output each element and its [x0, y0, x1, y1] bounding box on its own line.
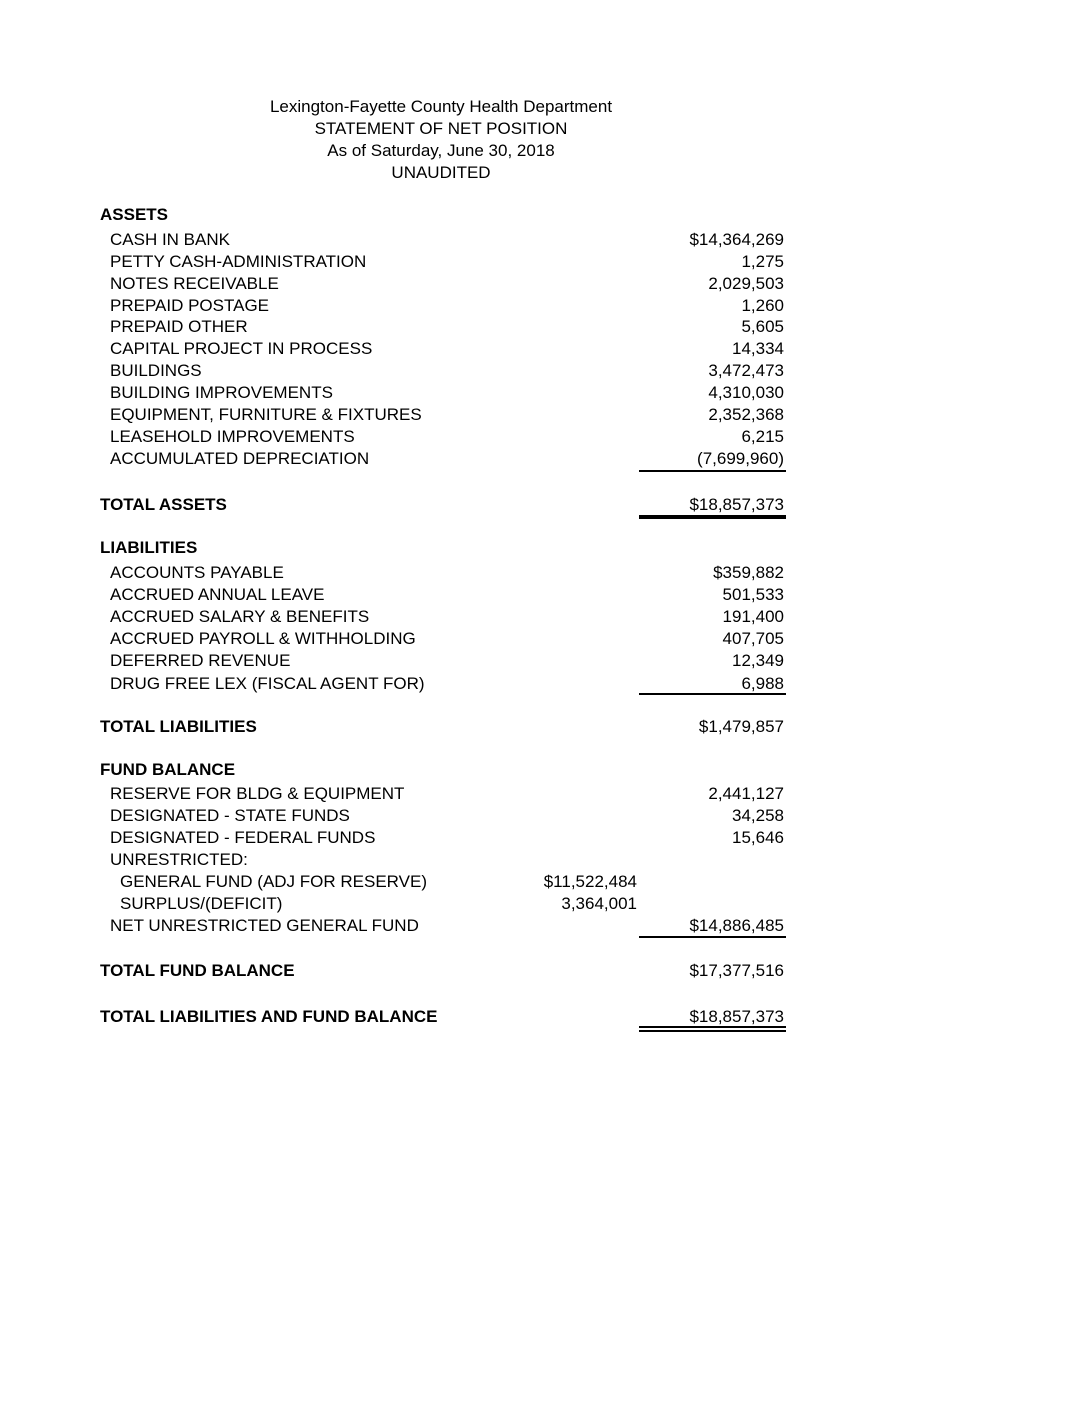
liability-value: $359,882 — [713, 563, 784, 582]
organization-name: Lexington-Fayette County Health Department — [269, 97, 613, 116]
liabilities-heading-row — [0, 537, 1088, 559]
grand-total-row — [0, 1006, 1088, 1028]
liability-label: ACCOUNTS PAYABLE — [110, 563, 284, 582]
subtotal-underline — [639, 470, 786, 472]
double-underline-top — [639, 1026, 786, 1028]
unrestricted-label: UNRESTRICTED: — [110, 850, 248, 869]
liability-label: DEFERRED REVENUE — [110, 651, 291, 670]
total-liabilities-value: $1,479,857 — [698, 717, 784, 736]
asset-row — [0, 251, 1088, 273]
asset-label: PREPAID POSTAGE — [110, 296, 270, 315]
net-unrestricted-row — [0, 915, 1088, 937]
asset-row — [0, 382, 1088, 404]
fund-row — [0, 827, 1088, 849]
asset-row — [0, 360, 1088, 382]
fund-row — [0, 805, 1088, 827]
subtotal-underline — [639, 936, 786, 938]
asset-row — [0, 229, 1088, 251]
asset-value: 5,605 — [741, 317, 784, 336]
asset-label: CAPITAL PROJECT IN PROCESS — [110, 339, 373, 358]
asset-value: 3,472,473 — [708, 361, 784, 380]
total-assets-underline — [639, 515, 786, 519]
asset-row — [0, 295, 1088, 317]
asset-row — [0, 426, 1088, 448]
asset-value: (7,699,960) — [697, 449, 784, 468]
fund-balance-heading-row — [0, 759, 1088, 781]
asset-value: $14,364,269 — [689, 230, 784, 249]
net-unrestricted-value: $14,886,485 — [689, 916, 784, 935]
fund-balance-heading: FUND BALANCE — [100, 760, 236, 779]
statement-date: As of Saturday, June 30, 2018 — [327, 141, 555, 160]
total-fund-balance-value: $17,377,516 — [689, 961, 784, 980]
asset-row — [0, 316, 1088, 338]
fund-value: 34,258 — [732, 806, 784, 825]
grand-total-label: TOTAL LIABILITIES AND FUND BALANCE — [100, 1007, 438, 1026]
liability-row — [0, 628, 1088, 650]
asset-label: PETTY CASH-ADMINISTRATION — [110, 252, 367, 271]
liability-row — [0, 673, 1088, 695]
liabilities-heading: LIABILITIES — [100, 538, 198, 557]
asset-label: BUILDING IMPROVEMENTS — [110, 383, 333, 402]
asset-value: 4,310,030 — [708, 383, 784, 402]
total-assets-row — [0, 494, 1088, 516]
general-fund-label: GENERAL FUND (ADJ FOR RESERVE) — [120, 872, 427, 891]
general-fund-row — [0, 871, 1088, 893]
asset-label: PREPAID OTHER — [110, 317, 248, 336]
asset-value: 1,260 — [741, 296, 784, 315]
total-liabilities-label: TOTAL LIABILITIES — [100, 717, 257, 736]
liability-label: DRUG FREE LEX (FISCAL AGENT FOR) — [110, 674, 425, 693]
liability-value: 12,349 — [732, 651, 784, 670]
fund-label: RESERVE FOR BLDG & EQUIPMENT — [110, 784, 405, 803]
asset-value: 2,352,368 — [708, 405, 784, 424]
asset-value: 2,029,503 — [708, 274, 784, 293]
asset-label: LEASEHOLD IMPROVEMENTS — [110, 427, 355, 446]
liability-row — [0, 562, 1088, 584]
assets-heading: ASSETS — [100, 205, 169, 224]
total-liabilities-row — [0, 716, 1088, 738]
asset-label: ACCUMULATED DEPRECIATION — [110, 449, 370, 468]
asset-row — [0, 404, 1088, 426]
liability-value: 6,988 — [741, 674, 784, 693]
liability-value: 407,705 — [722, 629, 784, 648]
liability-value: 191,400 — [722, 607, 784, 626]
asset-row — [0, 273, 1088, 295]
liability-label: ACCRUED SALARY & BENEFITS — [110, 607, 370, 626]
surplus-value: 3,364,001 — [561, 894, 637, 913]
surplus-label: SURPLUS/(DEFICIT) — [120, 894, 283, 913]
subtotal-underline — [639, 693, 786, 695]
total-fund-balance-row — [0, 960, 1088, 982]
total-assets-label: TOTAL ASSETS — [100, 495, 227, 514]
surplus-row — [0, 893, 1088, 915]
liability-value: 501,533 — [722, 585, 784, 604]
fund-row — [0, 783, 1088, 805]
liability-row — [0, 606, 1088, 628]
liability-row — [0, 650, 1088, 672]
statement-title: STATEMENT OF NET POSITION — [314, 119, 568, 138]
asset-label: BUILDINGS — [110, 361, 202, 380]
fund-label: DESIGNATED - FEDERAL FUNDS — [110, 828, 376, 847]
asset-row — [0, 338, 1088, 360]
net-unrestricted-label: NET UNRESTRICTED GENERAL FUND — [110, 916, 419, 935]
fund-value: 2,441,127 — [708, 784, 784, 803]
assets-heading-row — [0, 204, 1088, 226]
asset-row — [0, 448, 1088, 470]
double-underline-bottom — [639, 1030, 786, 1032]
asset-label: NOTES RECEIVABLE — [110, 274, 279, 293]
liability-row — [0, 584, 1088, 606]
fund-label: DESIGNATED - STATE FUNDS — [110, 806, 350, 825]
liability-label: ACCRUED PAYROLL & WITHHOLDING — [110, 629, 416, 648]
asset-value: 1,275 — [741, 252, 784, 271]
liability-label: ACCRUED ANNUAL LEAVE — [110, 585, 325, 604]
asset-value: 6,215 — [741, 427, 784, 446]
fund-value: 15,646 — [732, 828, 784, 847]
asset-label: EQUIPMENT, FURNITURE & FIXTURES — [110, 405, 422, 424]
unrestricted-row — [0, 849, 1088, 871]
grand-total-value: $18,857,373 — [689, 1007, 784, 1026]
total-fund-balance-label: TOTAL FUND BALANCE — [100, 961, 295, 980]
audit-status: UNAUDITED — [391, 163, 491, 182]
asset-label: CASH IN BANK — [110, 230, 230, 249]
general-fund-value: $11,522,484 — [543, 872, 637, 891]
total-assets-value: $18,857,373 — [689, 495, 784, 514]
asset-value: 14,334 — [732, 339, 784, 358]
